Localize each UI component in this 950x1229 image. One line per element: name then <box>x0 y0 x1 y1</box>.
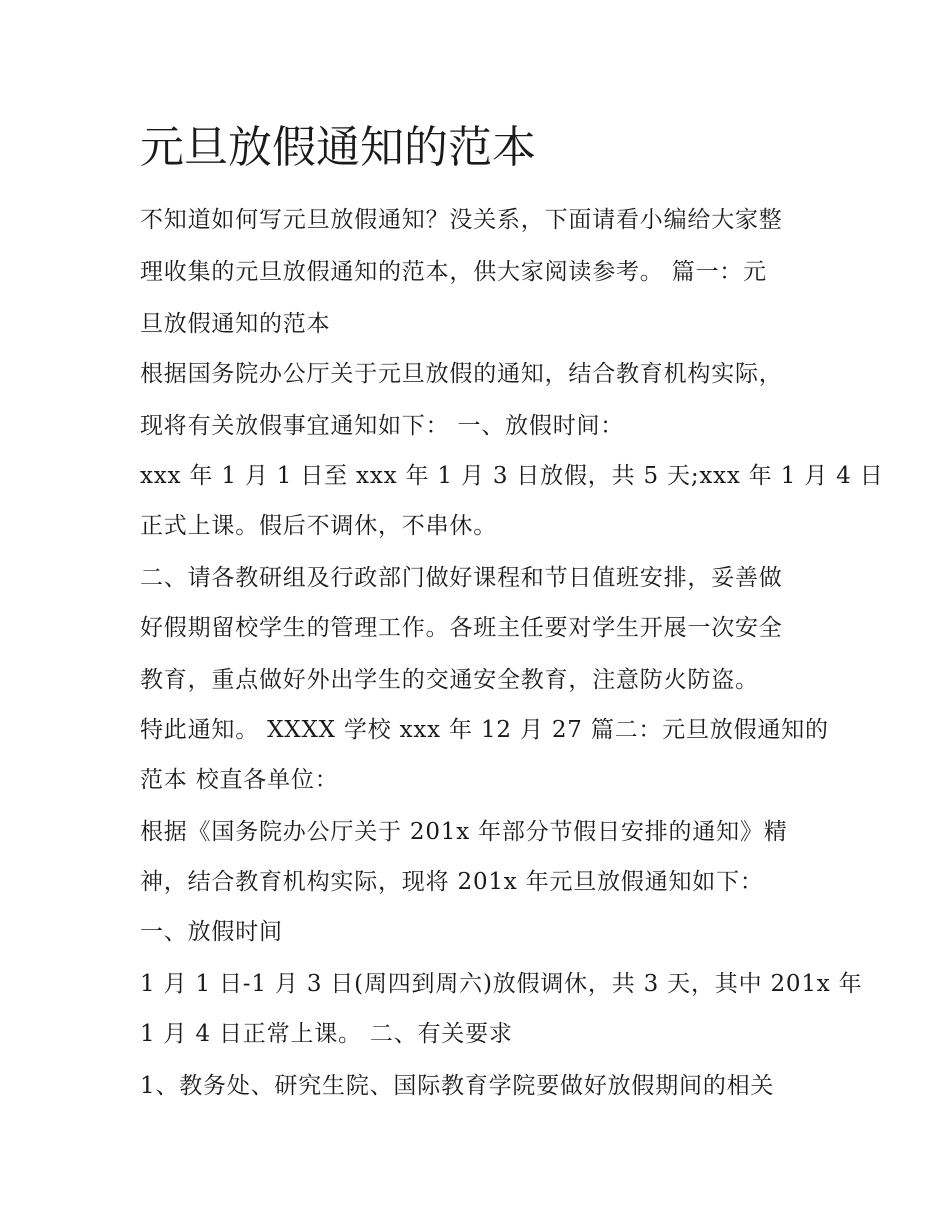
body-line: 教育，重点做好外出学生的交通安全教育，注意防火防盗。 <box>140 667 759 693</box>
page-title: 元旦放假通知的范本 <box>140 122 536 173</box>
body-line: 1、教务处、研究生院、国际教育学院要做好放假期间的相关 <box>140 1073 775 1099</box>
body-line: 一、放假时间 <box>140 919 283 945</box>
body-line: 旦放假通知的范本 <box>140 311 331 337</box>
body-line: 二、请各教研组及行政部门做好课程和节日值班安排，妥善做 <box>140 565 783 591</box>
body-line: 根据国务院办公厅关于元旦放假的通知，结合教育机构实际， <box>140 361 783 387</box>
body-line: xxx 年 1 月 1 日至 xxx 年 1 月 3 日放假，共 5 天;xxx 年 1 月 4 日 <box>140 463 884 489</box>
body-line: 现将有关放假事宜通知如下： 一、放假时间： <box>140 413 625 439</box>
body-line: 不知道如何写元旦放假通知？没关系，下面请看小编给大家整 <box>140 207 783 233</box>
body-line: 神，结合教育机构实际，现将 201x 年元旦放假通知如下： <box>140 869 764 895</box>
body-line: 正式上课。假后不调休，不串休。 <box>140 513 497 539</box>
body-line: 1 月 4 日正常上课。 二、有关要求 <box>140 1021 513 1047</box>
body-line: 范本 校直各单位： <box>140 767 339 793</box>
body-line: 理收集的元旦放假通知的范本，供大家阅读参考。 篇一：元 <box>140 259 767 285</box>
body-line: 根据《国务院办公厅关于 201x 年部分节假日安排的通知》精 <box>140 819 788 845</box>
body-line: 特此通知。 XXXX 学校 xxx 年 12 月 27 篇二：元旦放假通知的 <box>140 717 829 743</box>
body-line: 好假期留校学生的管理工作。各班主任要对学生开展一次安全 <box>140 615 783 641</box>
body-line: 1 月 1 日-1 月 3 日(周四到周六)放假调休，共 3 天，其中 201x 年 <box>140 971 863 997</box>
